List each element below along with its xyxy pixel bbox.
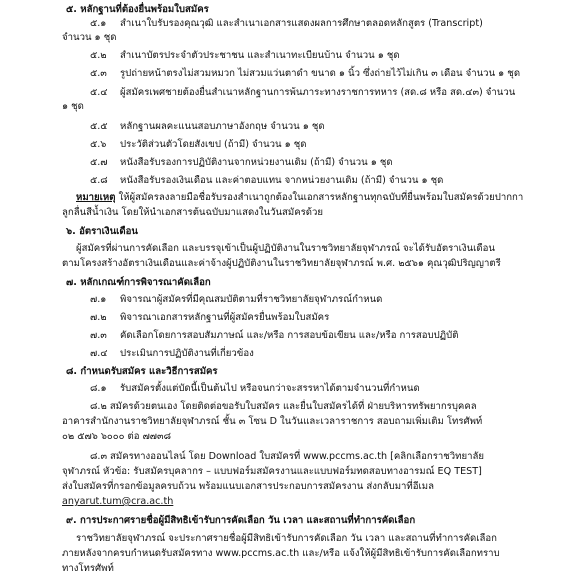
section9-heading: ๙. การประกาศรายชื่อผู้มีสิทธิเข้ารับการคัดเลือก วัน เวลา และสถานที่ทำการคัดเลือก bbox=[66, 515, 416, 526]
list-item: ๕.๔ ผู้สมัครเพศชายต้องยื่นสำเนาหลักฐานการพ้นภาระทางราชการทหาร (สด.๘ หรือ สด.๔๓) จำนวน bbox=[90, 87, 516, 98]
note-label: หมายเหตุ bbox=[76, 192, 116, 203]
list-item: ๗.๒ พิจารณาเอกสารหลักฐานที่ผู้สมัครยื่นพร้อมใบสมัคร bbox=[90, 312, 330, 323]
list-item: จำนวน ๑ ชุด bbox=[62, 32, 117, 43]
list-item: ๕.๒ สำเนาบัตรประจำตัวประชาชน และสำเนาทะเบียนบ้าน จำนวน ๑ ชุด bbox=[90, 50, 400, 61]
section5-heading: ๕. หลักฐานที่ต้องยื่นพร้อมใบสมัคร bbox=[66, 4, 209, 15]
paragraph-line: ส่งใบสมัครที่กรอกข้อมูลครบถ้วน พร้อมแนบเอกสารประกอบการสมัครงาน ส่งกลับมาที่อีเมล bbox=[62, 481, 434, 492]
list-item: ๕.๓ รูปถ่ายหน้าตรงไม่สวมหมวก ไม่สวมแว่นตาดำ ขนาด ๑ นิ้ว ซึ่งถ่ายไว้ไม่เกิน ๓ เดือน จำนวน ๑ ชุด bbox=[90, 68, 521, 79]
paragraph-line: ทางโทรศัพท์ bbox=[62, 563, 114, 574]
paragraph-line: จุฬาภรณ์ หัวข้อ: รับสมัครบุคลากร – แบบฟอร์มสมัครงานและแบบฟอร์มทดสอบทางอารมณ์ EQ TEST] bbox=[62, 466, 482, 477]
section8-heading: ๘. กำหนดรับสมัคร และวิธีการสมัคร bbox=[66, 366, 218, 377]
paragraph-line: ๐๒ ๕๗๖ ๖๐๐๐ ต่อ ๗๗๓๘ bbox=[62, 431, 171, 442]
paragraph-line: ๘.๒ สมัครด้วยตนเอง โดยติดต่อขอรับใบสมัคร และยื่นใบสมัครได้ที่ ฝ่ายบริหารทรัพยากรบุคคล bbox=[90, 401, 477, 412]
list-item: ๕.๑ สำเนาใบรับรองคุณวุฒิ และสำเนาเอกสารแสดงผลการศึกษาตลอดหลักสูตร (Transcript) bbox=[90, 18, 483, 29]
paragraph-line: อาคารสำนักงานราชวิทยาลัยจุฬาภรณ์ ชั้น ๓ โซน D ในวันและเวลาราชการ สอบถามเพิ่มเติม โทรศัพท์ bbox=[62, 416, 483, 427]
email-link[interactable]: anyarut.tum@cra.ac.th bbox=[62, 496, 174, 507]
note-line: ลูกลื่นสีน้ำเงิน โดยให้นำเอกสารต้นฉบับมาแสดงในวันสมัครด้วย bbox=[62, 207, 324, 218]
list-item: ๗.๓ คัดเลือกโดยการสอบสัมภาษณ์ และ/หรือ การสอบข้อเขียน และ/หรือ การสอบปฏิบัติ bbox=[90, 330, 459, 341]
list-item: ๗.๔ ประเมินการปฏิบัติงานที่เกี่ยวข้อง bbox=[90, 348, 254, 359]
list-item: ๑ ชุด bbox=[62, 101, 84, 112]
paragraph-line: ๘.๓ สมัครทางออนไลน์ โดย Download ใบสมัครที่ www.pccms.ac.th [คลิกเลือกราชวิทยาลัย bbox=[90, 451, 484, 462]
list-item: ๕.๘ หนังสือรับรองเงินเดือน และค่าตอบแทน จากหน่วยงานเดิม (ถ้ามี) จำนวน ๑ ชุด bbox=[90, 175, 444, 186]
section7-heading: ๗. หลักเกณฑ์การพิจารณาคัดเลือก bbox=[66, 277, 211, 288]
list-item: ๘.๑ รับสมัครตั้งแต่บัดนี้เป็นต้นไป หรือจนกว่าจะสรรหาได้ตามจำนวนที่กำหนด bbox=[90, 383, 420, 394]
note-line: หมายเหตุ ให้ผู้สมัครลงลายมือชื่อรับรองสำเนาถูกต้องในเอกสารหลักฐานทุกฉบับที่ยื่นพร้อมใบสมัครด้วยปากกา bbox=[76, 192, 524, 203]
paragraph-line: ผู้สมัครที่ผ่านการคัดเลือก และบรรจุเข้าเป็นผู้ปฏิบัติงานในราชวิทยาลัยจุฬาภรณ์ จะได้รับอัตราเงินเดือน bbox=[76, 243, 495, 254]
paragraph-line: ตามโครงสร้างอัตราเงินเดือนและค่าจ้างผู้ปฏิบัติงานในราชวิทยาลัยจุฬาภรณ์ พ.ศ. ๒๕๖๑ คุณวุฒิปริญญาตรี bbox=[62, 258, 501, 269]
list-item: ๕.๖ ประวัติส่วนตัวโดยสังเขป (ถ้ามี) จำนวน ๑ ชุด bbox=[90, 139, 307, 150]
list-item: ๕.๗ หนังสือรับรองการปฏิบัติงานจากหน่วยงานเดิม (ถ้ามี) จำนวน ๑ ชุด bbox=[90, 157, 393, 168]
list-item: ๗.๑ พิจารณาผู้สมัครที่มีคุณสมบัติตามที่ราชวิทยาลัยจุฬาภรณ์กำหนด bbox=[90, 294, 383, 305]
paragraph-line: ภายหลังจากครบกำหนดรับสมัครทาง www.pccms.ac.th และ/หรือ แจ้งให้ผู้มีสิทธิเข้ารับการคัดเลือกทราบ bbox=[62, 548, 500, 559]
section6-heading: ๖. อัตราเงินเดือน bbox=[66, 226, 138, 237]
list-item: ๕.๕ หลักฐานผลคะแนนสอบภาษาอังกฤษ จำนวน ๑ ชุด bbox=[90, 121, 325, 132]
paragraph-line: ราชวิทยาลัยจุฬาภรณ์ จะประกาศรายชื่อผู้มีสิทธิเข้ารับการคัดเลือก วัน เวลา และสถานที่ทำการคัดเลือก bbox=[76, 533, 497, 544]
